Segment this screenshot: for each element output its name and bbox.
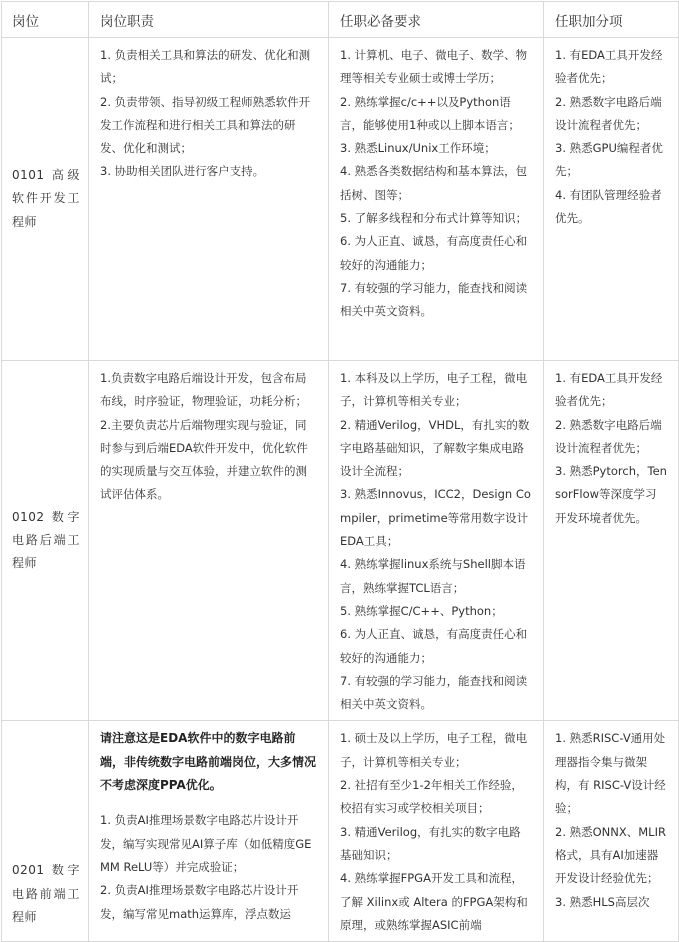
list-item: 3. 协助相关团队进行客户支持。 xyxy=(100,164,265,179)
duties-note: 请注意这是EDA软件中的数字电路前端，非传统数字电路前端岗位，大多情况不考虑深度PPA优化。 xyxy=(100,731,317,793)
list-item: 1. 计算机、电子、微电子、数学、物理等相关专业硕士或博士学历； xyxy=(340,48,528,86)
table-row xyxy=(2,361,679,721)
list-item: 4. 熟练掌握linux系统与Shell脚本语言，熟练掌握TCL语言； xyxy=(340,557,526,595)
requirements-cell xyxy=(329,361,544,721)
duties-cell xyxy=(89,361,329,721)
list-item: 6. 为人正直、诚恳，有高度责任心和较好的沟通能力； xyxy=(340,627,528,665)
bonus-cell xyxy=(544,721,679,942)
list-item: 4. 有团队管理经验者优先。 xyxy=(555,187,662,226)
list-item: 2. 熟悉数字电路后端设计流程者优先； xyxy=(555,417,662,455)
list-item: 3. 熟悉GPU编程者优先； xyxy=(555,141,663,179)
list-item: 7. 有较强的学习能力，能查找和阅读相关中英文资料。 xyxy=(340,280,528,319)
list-item: 2. 精通Verilog，VHDL，有扎实的数字电路基础知识，了解数字集成电路设计全流程； xyxy=(340,417,530,479)
table-row xyxy=(2,38,679,361)
duties-cell xyxy=(89,38,329,361)
position-cell: 0101 高级软件开发工程师 xyxy=(2,38,89,361)
list-item: 3. 熟悉HLS高层次 xyxy=(555,894,650,909)
list-item: 4. 熟练掌握FPGA开发工具和流程，了解 Xilinx或 Altera 的FPGA架构和原理，或熟练掌握ASIC前端 xyxy=(340,871,528,932)
list-item: 1. 本科及以上学历，电子工程，微电子，计算机等相关专业； xyxy=(340,371,528,409)
position-cell: 0102 数字电路后端工程师 xyxy=(2,361,89,721)
list-item: 2. 熟悉数字电路后端设计流程者优先； xyxy=(555,94,662,132)
list-item: 3. 熟悉Innovus，ICC2，Design Compiler，primetime等常用数字设计EDA工具； xyxy=(340,487,531,549)
header-requirements: 任职必备要求 xyxy=(329,2,544,38)
list-item: 2.主要负责芯片后端物理实现与验证，同时参与到后端EDA软件开发中，优化软件的实现质量与交互体验，并建立软件的测试评估体系。 xyxy=(100,417,308,502)
list-item: 2. 熟悉ONNX、MLIR格式，具有AI加速器开发设计经验优先； xyxy=(555,824,666,886)
list-item: 4. 熟悉各类数据结构和基本算法，包括树、图等； xyxy=(340,164,528,202)
list-item: 2. 社招有至少1-2年相关工作经验，校招有实习或学校相关项目； xyxy=(340,778,523,816)
list-item: 2. 熟练掌握c/c++以及Python语言，能够使用1种或以上脚本语言； xyxy=(340,94,520,132)
duties-cell xyxy=(89,721,329,942)
requirements-cell xyxy=(329,721,544,942)
list-item: 3. 精通Verilog，有扎实的数字电路基础知识； xyxy=(340,824,521,862)
list-item: 2. 负责AI推理场景数字电路芯片设计开发，编写常见math运算库，浮点数运 xyxy=(100,883,299,921)
position-cell: 0201 数字电路前端工程师 xyxy=(2,721,89,942)
list-item: 1.负责数字电路后端设计开发，包含布局布线，时序验证，物理验证，功耗分析； xyxy=(100,371,307,409)
list-item: 1. 负责AI推理场景数字电路芯片设计开发，编写实现常见AI算子库（如低精度GEMM ReLU等）并完成验证； xyxy=(100,813,312,874)
header-duties: 岗位职责 xyxy=(89,2,329,38)
list-item: 1. 有EDA工具开发经验者优先； xyxy=(555,371,663,409)
job-table xyxy=(1,1,679,942)
header-bonus: 任职加分项 xyxy=(544,2,679,38)
bonus-cell xyxy=(544,38,679,361)
list-item: 2. 负责带领、指导初级工程师熟悉软件开发工作流程和进行相关工具和算法的研发、优化和测试； xyxy=(100,94,311,156)
list-item: 1. 有EDA工具开发经验者优先； xyxy=(555,48,663,86)
header-row xyxy=(2,2,679,38)
header-position: 岗位 xyxy=(2,2,89,38)
list-item: 7. 有较强的学习能力，能查找和阅读相关中英文资料。 xyxy=(340,673,528,712)
list-item: 1. 熟悉RISC-V通用处理器指令集与微架构，有 RISC-V设计经验； xyxy=(555,731,666,816)
list-item: 1. 硕士及以上学历，电子工程，微电子，计算机等相关专业； xyxy=(340,731,528,769)
table-row xyxy=(2,721,679,942)
list-item: 3. 熟悉Pytorch，TensorFlow等深度学习开发环境者优先。 xyxy=(555,464,667,525)
list-item: 6. 为人正直、诚恳，有高度责任心和较好的沟通能力； xyxy=(340,234,528,272)
requirements-cell xyxy=(329,38,544,361)
bonus-cell xyxy=(544,361,679,721)
list-item: 1. 负责相关工具和算法的研发、优化和测试； xyxy=(100,48,311,86)
list-item: 5. 熟练掌握C/C++、Python； xyxy=(340,603,503,618)
list-item: 5. 了解多线程和分布式计算等知识； xyxy=(340,211,528,226)
list-item: 3. 熟悉Linux/Unix工作环境； xyxy=(340,141,496,156)
